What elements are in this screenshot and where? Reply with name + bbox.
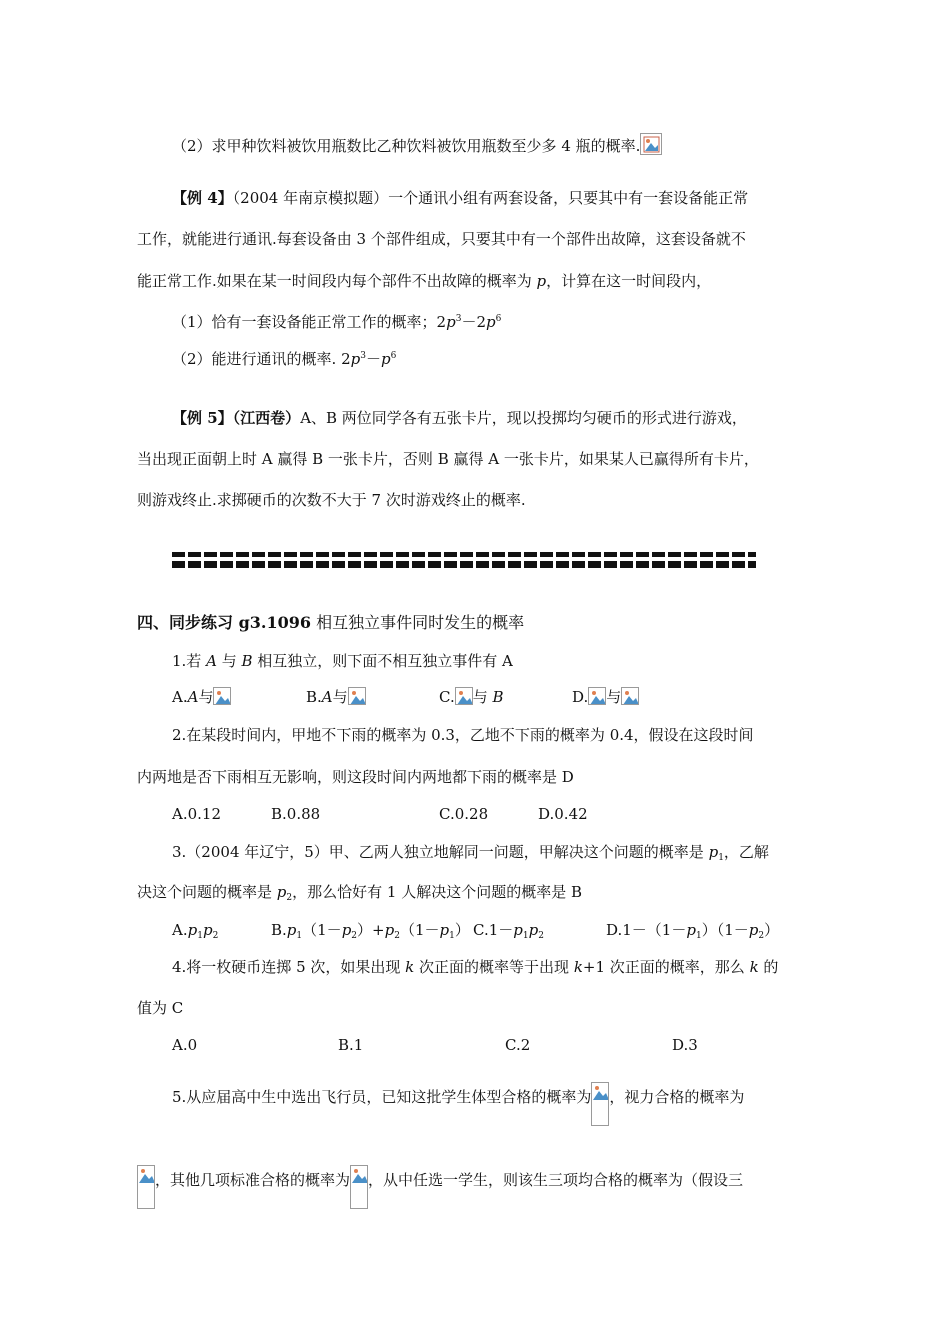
ex5-line3: 则游戏终止.求掷硬币的次数不大于 7 次时游戏终止的概率. xyxy=(137,491,526,509)
q2-option-c: C.0.28 xyxy=(439,805,489,823)
q2-option-d: D.0.42 xyxy=(538,805,588,823)
ex3-q2: （2）求甲种饮料被饮用瓶数比乙种饮料被饮用瓶数至少多 4 瓶的概率. xyxy=(172,133,662,156)
section-divider xyxy=(172,552,756,568)
ex4-q2: （2）能进行通讯的概率. $2p^3-p^6$ xyxy=(172,350,397,368)
ex5-line2: 当出现正面朝上时 A 赢得 B 一张卡片，否则 B 赢得 A 一张卡片，如果某人已赢得所有卡片， xyxy=(137,450,759,468)
q3-option-c: $C.1-p_1p_2$ xyxy=(473,921,544,941)
q4-option-c: C.2 xyxy=(505,1036,531,1054)
q4-option-a: A.0 xyxy=(172,1036,198,1054)
q1-stem: 1.若 A 与 B 相互独立，则下面不相互独立事件有 A xyxy=(172,652,513,670)
q3-line1: 3.（2004 年辽宁，5）甲、乙两人独立地解同一问题，甲解决这个问题的概率是 $p_1$，乙解 xyxy=(172,843,769,863)
broken-image-icon xyxy=(348,687,366,705)
broken-image-icon xyxy=(621,687,639,705)
q4-option-d: D.3 xyxy=(672,1036,698,1054)
ex4-line2: 工作，就能进行通讯.每套设备由 3 个部件组成，只要其中有一个部件出故障，这套设备就不 xyxy=(137,230,746,248)
q5-line2: ，其他几项标准合格的概率为 ，从中任选一学生，则该生三项均合格的概率为（假设三 xyxy=(137,1165,743,1209)
q1-option-b: B.A与 xyxy=(306,687,366,707)
q1-option-a: A.A与 xyxy=(172,687,231,707)
q1-option-c: C. 与 B xyxy=(439,688,504,706)
q4-option-b: B.1 xyxy=(338,1036,364,1054)
broken-image-icon xyxy=(137,1165,155,1209)
q3-option-d: $D.1-(1-p_1)(1-p_2)$ xyxy=(606,921,780,941)
q2-line2: 内两地是否下雨相互无影响，则这段时间内两地都下雨的概率是 D xyxy=(137,768,574,786)
broken-image-icon xyxy=(588,687,606,705)
q3-option-b: $B.p_1(1-p_2)+p_2(1-p_1)$ xyxy=(271,921,470,941)
q3-option-a: $A.p_1p_2$ xyxy=(172,921,219,941)
ex4-line1: 【例 4】（2004 年南京模拟题）一个通讯小组有两套设备，只要其中有一套设备能正常 xyxy=(172,189,749,207)
q2-line1: 2.在某段时间内，甲地不下雨的概率为 0.3，乙地不下雨的概率为 0.4，假设在这段时间 xyxy=(172,726,754,744)
ex5-line1: 【例 5】（江西卷）A、B 两位同学各有五张卡片，现以投掷均匀硬币的形式进行游戏， xyxy=(172,409,747,427)
broken-image-icon xyxy=(455,687,473,705)
ex4-q1: （1）恰有一套设备能正常工作的概率；$2p^3-2p^6$ xyxy=(172,313,502,331)
section-heading: 四、同步练习 g3.1096 相互独立事件同时发生的概率 xyxy=(137,613,525,632)
q2-option-a: A.0.12 xyxy=(172,805,221,823)
q4-line1: 4.将一枚硬币连掷 5 次，如果出现 k 次正面的概率等于出现 k+1 次正面的概率，那么 k 的 xyxy=(172,958,779,976)
broken-image-icon xyxy=(640,133,662,155)
q3-line2: 决这个问题的概率是 $p_2$，那么恰好有 1 人解决这个问题的概率是 B xyxy=(137,883,582,903)
q5-line1: 5.从应届高中生中选出飞行员，已知这批学生体型合格的概率为 ，视力合格的概率为 xyxy=(172,1082,744,1126)
q2-option-b: B.0.88 xyxy=(271,805,321,823)
broken-image-icon xyxy=(350,1165,368,1209)
q4-line2: 值为 C xyxy=(137,999,184,1017)
broken-image-icon xyxy=(213,687,231,705)
q1-option-d: D. 与 xyxy=(572,687,639,707)
broken-image-icon xyxy=(591,1082,609,1126)
ex4-line3: 能正常工作.如果在某一时间段内每个部件不出故障的概率为 p，计算在这一时间段内， xyxy=(137,272,712,290)
